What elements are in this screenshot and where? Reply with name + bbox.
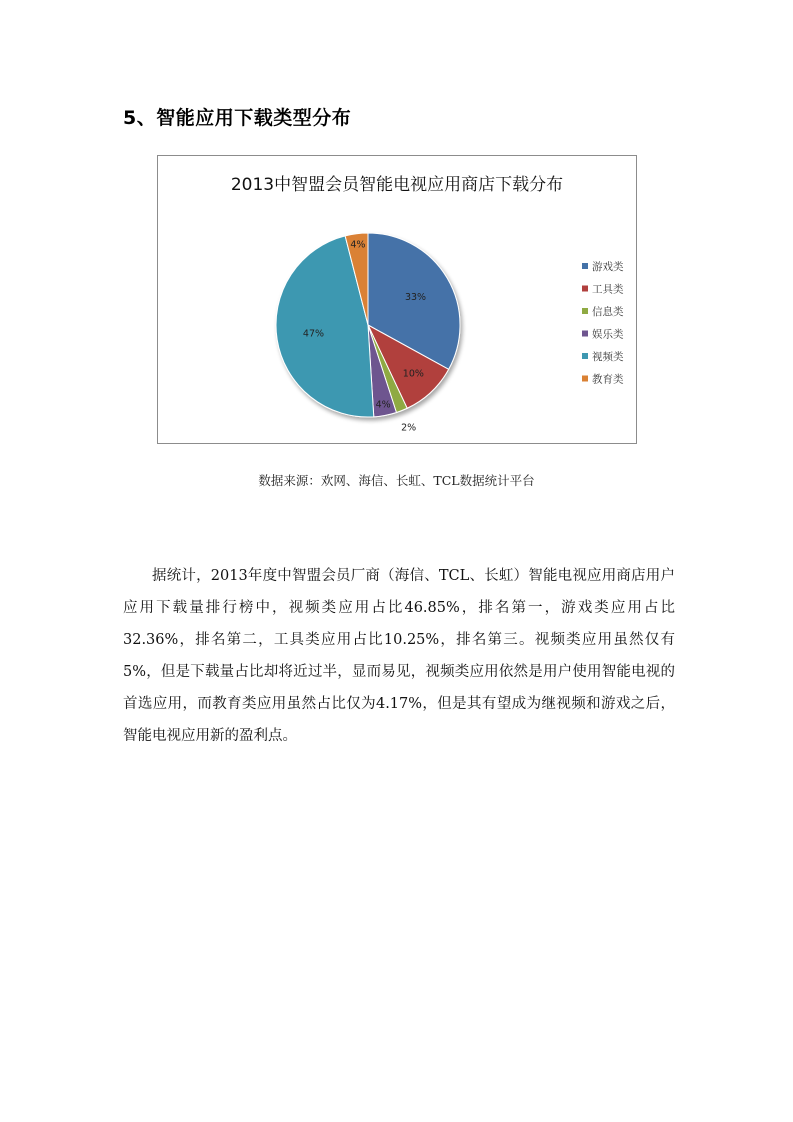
- legend-label-0: 游戏类: [592, 261, 624, 273]
- legend-swatch-3: [582, 331, 588, 337]
- section-title: 5、智能应用下载类型分布: [123, 107, 352, 129]
- paragraph-text: 据统计，2013年度中智盟会员厂商（海信、TCL、长虹）智能电视应用商店用户应用下载量排行榜中，视频类应用占比46.85%，排名第一，游戏类应用占比32.36%，排名第二，工具类应用占比10.25%，排名第三。视频类应用虽然仅有5%，但是下载量占比却将近过半，显而易见，视频类应用依然是用户使用智能电视的首选应用，而教育类应用虽然占比仅为4.17%，但是其有望成为继视频和游戏之后，智能电视应用新的盈利点。: [123, 568, 675, 744]
- chart-legend: [582, 260, 624, 386]
- data-label-5: 4%: [350, 239, 366, 251]
- legend-swatch-5: [582, 376, 588, 382]
- data-label-3: 4%: [375, 399, 391, 411]
- data-label-0: 33%: [404, 291, 427, 303]
- legend-swatch-0: [582, 263, 588, 269]
- legend-swatch-1: [582, 286, 588, 292]
- legend-swatch-2: [582, 308, 588, 314]
- data-label-2: 2%: [401, 422, 417, 434]
- chart-title: 2013中智盟会员智能电视应用商店下载分布: [230, 175, 564, 195]
- legend-label-2: 信息类: [592, 306, 624, 318]
- legend-label-3: 娱乐类: [592, 328, 624, 341]
- pie-slices: [276, 233, 460, 417]
- data-label-1: 10%: [402, 368, 424, 380]
- pie-chart: [157, 155, 637, 444]
- legend-label-4: 视频类: [592, 351, 624, 363]
- legend-label-1: 工具类: [592, 283, 624, 296]
- chart-canvas: [158, 156, 636, 443]
- legend-swatch-4: [582, 353, 588, 359]
- legend-label-5: 教育类: [592, 373, 624, 386]
- data-label-4: 47%: [302, 328, 325, 340]
- body-paragraph: [123, 560, 675, 752]
- chart-caption: 数据来源：欢网、海信、长虹、TCL数据统计平台: [258, 473, 535, 488]
